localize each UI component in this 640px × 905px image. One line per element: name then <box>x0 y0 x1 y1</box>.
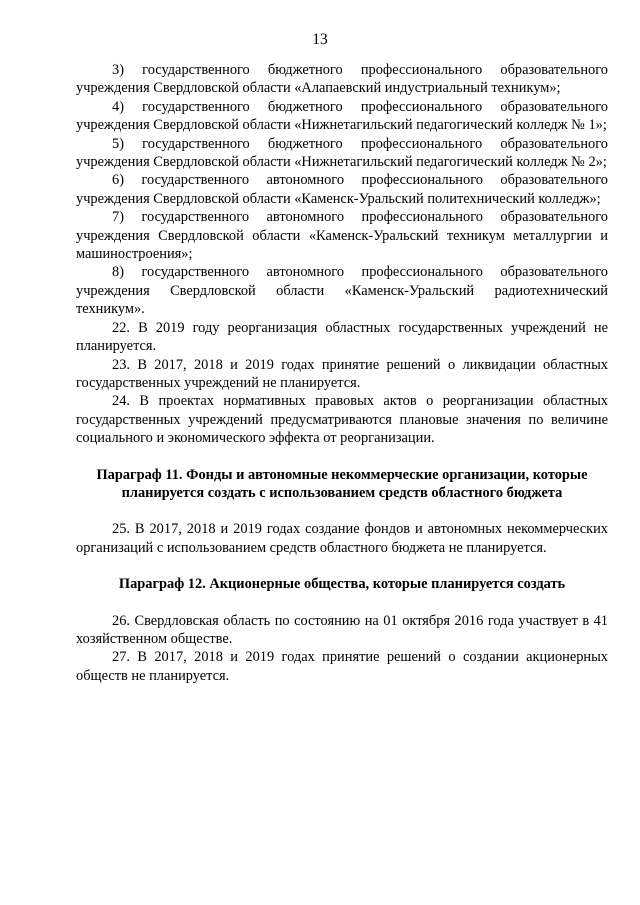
paragraph-22: 22. В 2019 году реорганизация областных государственных учреждений не планируется. <box>76 319 608 355</box>
paragraph-26: 26. Свердловская область по состоянию на 01 октября 2016 года участвует в 41 хозяйственном обществе. <box>76 612 608 647</box>
paragraph-23: 23. В 2017, 2018 и 2019 годах принятие решений о ликвидации областных государственных учреждений не планируется. <box>76 356 608 391</box>
list-item-6: 6) государственного автономного профессионального образовательного учреждения Свердловской области «Каменск-Уральский политехнический колледж»; <box>76 172 608 207</box>
paragraph-25: 25. В 2017, 2018 и 2019 годах создание фондов и автономных некоммерческих организаций с использованием средств областного бюджета не планируется. <box>76 521 608 556</box>
section-12-heading: Параграф 12. Акционерные общества, которые планируется создать <box>118 576 566 593</box>
list-item-4: 4) государственного бюджетного профессионального образовательного учреждения Свердловской области «Нижнетагильский педагогический колледж № 1»; <box>76 98 608 134</box>
paragraph-27: 27. В 2017, 2018 и 2019 годах принятие решений о создании акционерных обществ не планируется. <box>76 649 608 684</box>
page-number: 13 <box>312 31 328 48</box>
list-item-7: 7) государственного автономного профессионального образовательного учреждения Свердловской области «Каменск-Уральский техникум металлургии и машиностроения»; <box>76 209 608 263</box>
list-item-8: 8) государственного автономного профессионального образовательного учреждения Свердловской области «Каменск-Уральский радиотехнический техникум». <box>76 264 608 318</box>
list-item-5: 5) государственного бюджетного профессионального образовательного учреждения Свердловской области «Нижнетагильский педагогический колледж № 2»; <box>76 135 608 171</box>
paragraph-24: 24. В проектах нормативных правовых актов о реорганизации областных государственных учреждений предусматриваются плановые значения по величине социального и экономического эффекта от реорганизации. <box>76 393 608 447</box>
section-11-heading: Параграф 11. Фонды и автономные некоммерческие организации, которые планируется создать с использованием средств областного бюджета <box>96 466 588 501</box>
document-body <box>76 61 608 685</box>
list-item-3: 3) государственного бюджетного профессионального образовательного учреждения Свердловской области «Алапаевский индустриальный техникум»; <box>76 62 608 97</box>
